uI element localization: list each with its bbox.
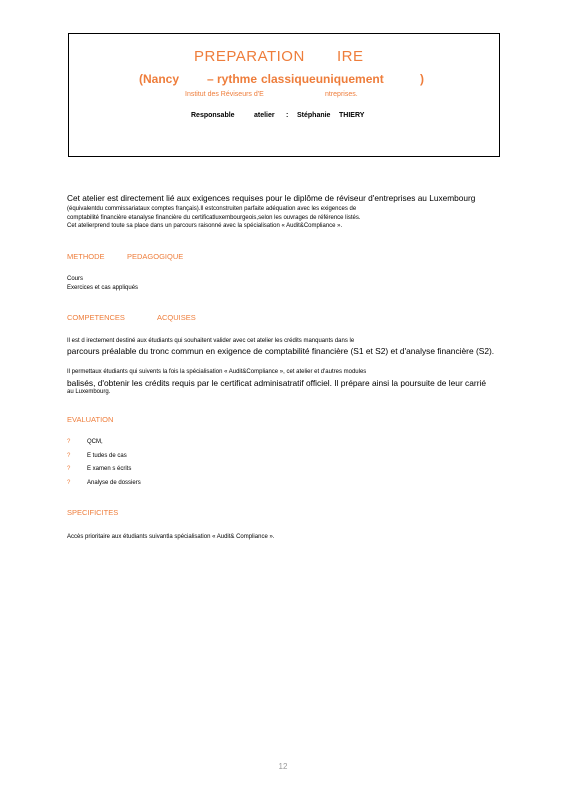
intro-line-3: comptabilité financière etanalyse financière du certificatluxembourgeois,selon les ouvrages de référence listés. bbox=[67, 215, 361, 221]
bullet-icon: ? bbox=[67, 466, 71, 472]
competences-title-right: ACQUISES bbox=[157, 313, 196, 322]
bullet-icon: ? bbox=[67, 480, 71, 486]
header-subtitle-close: ) bbox=[420, 72, 424, 86]
header-institute-left: Institut des Réviseurs d'E bbox=[185, 91, 264, 98]
evaluation-item-label: E tudes de cas bbox=[87, 453, 127, 459]
section-evaluation-title: EVALUATION bbox=[67, 415, 114, 424]
section-competences-title bbox=[67, 313, 367, 323]
header-subtitle-mid: classiqueuniquement bbox=[261, 72, 384, 86]
methode-line-2: Exercices et cas appliqués bbox=[67, 285, 139, 291]
header-title-right: IRE bbox=[337, 48, 364, 65]
section-specificites-title: SPECIFICITES bbox=[67, 508, 119, 517]
specificites-line-1: Accès prioritaire aux étudiants suivantla spécialisation « Audit& Compliance ». bbox=[67, 534, 275, 540]
resp-label: Responsable bbox=[191, 112, 235, 119]
competences-p2-line-1: Il permettaux étudiants qui suivents la fois la spécialisation « Audit&Compliance », cet atelier et d'autres modules bbox=[67, 369, 367, 375]
resp-first: Stéphanie bbox=[297, 112, 331, 119]
header-institute-right: ntreprises. bbox=[325, 91, 358, 98]
competences-p2-line-2: balisés, d'obtenir les crédits requis par le certificat adminisatratif officiel. Il prépare ainsi la poursuite de leur carrié bbox=[67, 378, 486, 388]
resp-colon: : bbox=[286, 112, 289, 119]
page-number: 12 bbox=[278, 762, 288, 771]
header-box bbox=[68, 33, 500, 157]
evaluation-item-label: E xamen s écrits bbox=[87, 466, 132, 472]
competences-p1-line-2: parcours préalable du tronc commun en exigence de comptabilité financière (S1 et S2) et d'analyse financière (S2). bbox=[67, 346, 495, 356]
intro-line-1: Cet atelier est directement lié aux exigences requises pour le diplôme de réviseur d'entreprises au Luxembourg bbox=[67, 193, 476, 203]
intro-line-2: (équivalentdu commissariataux comptes français).Il estconstruiten parfaite adéquation avec les exigences de bbox=[67, 206, 357, 212]
bullet-icon: ? bbox=[67, 453, 71, 459]
methode-title-right: PEDAGOGIQUE bbox=[127, 252, 184, 261]
competences-p2-line-3: au Luxembourg. bbox=[67, 389, 111, 395]
competences-p1-line-1: Il est d irectement destiné aux étudiants qui souhaitent valider avec cet atelier les crédits manquants dans le bbox=[67, 338, 355, 344]
resp-atelier: atelier bbox=[254, 112, 275, 119]
methode-line-1: Cours bbox=[67, 276, 84, 282]
header-title-left: PREPARATION bbox=[194, 48, 305, 65]
methode-title-left: METHODE bbox=[67, 252, 105, 261]
evaluation-item-label: Analyse de dossiers bbox=[87, 480, 141, 486]
section-methode-title bbox=[67, 252, 367, 262]
bullet-icon: ? bbox=[67, 439, 71, 445]
competences-title-left: COMPETENCES bbox=[67, 313, 125, 322]
header-subtitle-dash: – rythme bbox=[207, 72, 258, 86]
intro-line-4: Cet atelierprend toute sa place dans un parcours raisonné avec la spécialisation « Audit&Compliance ». bbox=[67, 223, 343, 229]
resp-last: THIERY bbox=[339, 112, 365, 119]
header-subtitle-open: (Nancy bbox=[139, 72, 180, 86]
evaluation-item-label: QCM, bbox=[87, 439, 103, 445]
